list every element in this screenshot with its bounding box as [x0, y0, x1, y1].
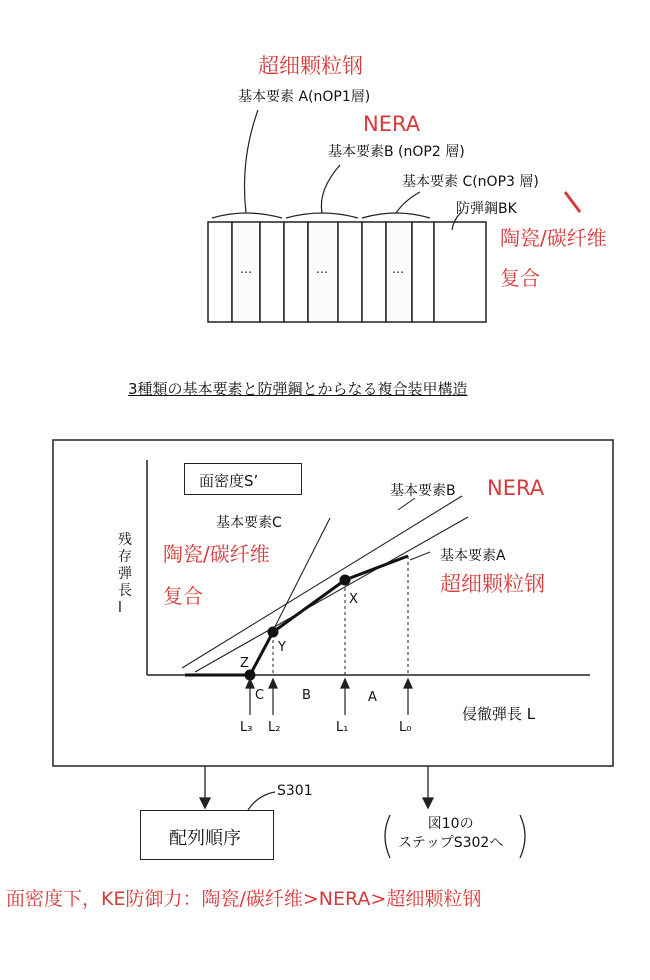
- armor-steel-label: 防弾鋼BK: [456, 201, 517, 217]
- anno-composite-graph: 复合: [163, 584, 203, 608]
- element-b-label: 基本要素B (nOP2 層): [328, 144, 465, 160]
- region-c-label: C: [255, 688, 265, 703]
- anno-nera-graph: NERA: [487, 476, 545, 500]
- ellipsis-a: …: [240, 262, 252, 276]
- footer-annotation: 面密度下，KE防御力：陶瓷/碳纤维>NERA>超细颗粒钢: [6, 888, 482, 910]
- line-a-label: 基本要素A: [440, 548, 506, 564]
- legend-box-label: 面密度S’: [199, 472, 259, 490]
- ellipsis-b: …: [316, 262, 328, 276]
- tick-l1: L₁: [336, 720, 349, 735]
- tick-l0: L₀: [399, 720, 412, 735]
- legend-box: [184, 463, 302, 495]
- order-box: [140, 810, 274, 860]
- next-step-label: 図10の ステップS302へ: [398, 816, 504, 851]
- anno-ultrafine-steel-top: 超细颗粒钢: [258, 54, 363, 78]
- line-c-label: 基本要素C: [216, 515, 282, 531]
- anno-nera-top: NERA: [363, 112, 421, 136]
- anno-ceramic-graph: 陶瓷/碳纤维: [163, 542, 270, 566]
- element-c-label: 基本要素 C(nOP3 層): [402, 174, 539, 190]
- step-s301-label: S301: [277, 783, 313, 799]
- anno-composite-top: 复合: [500, 266, 540, 290]
- point-x-label: X: [349, 592, 358, 607]
- element-a-label: 基本要素 A(nOP1層): [238, 89, 371, 105]
- point-z-label: Z: [240, 656, 249, 671]
- region-b-label: B: [302, 688, 311, 703]
- line-b-label: 基本要素B: [390, 483, 456, 499]
- x-axis-label: 侵徹弾長 L: [462, 705, 536, 723]
- point-y-label: Y: [278, 640, 286, 655]
- tick-l2: L₂: [268, 720, 281, 735]
- anno-ultrafine-graph: 超细颗粒钢: [440, 572, 545, 596]
- anno-ceramic-top: 陶瓷/碳纤维: [500, 226, 607, 250]
- region-a-label: A: [368, 690, 377, 705]
- tick-l3: L₃: [240, 720, 253, 735]
- ellipsis-c: …: [392, 262, 404, 276]
- y-axis-label: 残存弾長 l: [118, 532, 132, 616]
- order-box-label: 配列順序: [169, 828, 241, 849]
- structure-caption: 3種類の基本要素と防弾鋼とからなる複合装甲構造: [128, 380, 468, 398]
